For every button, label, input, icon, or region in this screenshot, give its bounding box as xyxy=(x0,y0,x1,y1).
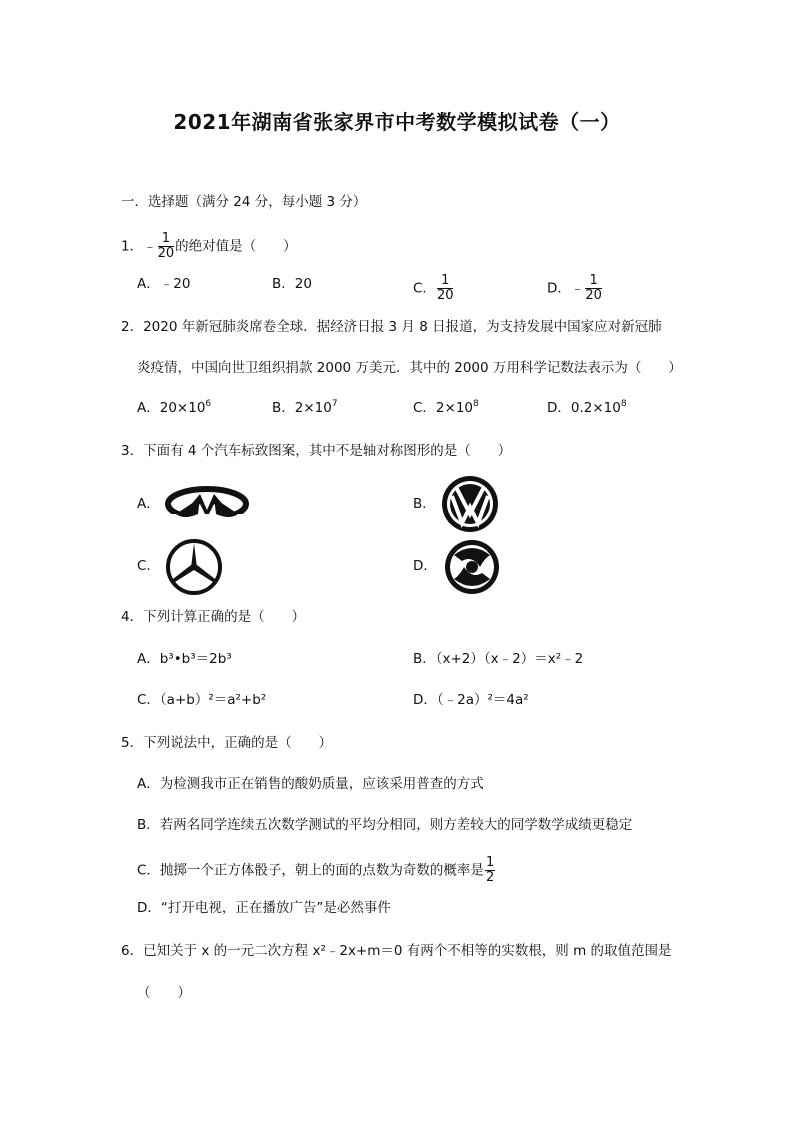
q4-option-b: B．（x+2）（x﹣2）＝x²﹣2 xyxy=(413,651,584,667)
q2-c-exp: 8 xyxy=(473,399,479,409)
q5-c-den: 2 xyxy=(485,870,495,885)
question-4-stem: 4．下列计算正确的是（ ） xyxy=(121,609,306,625)
q1-c-num: 1 xyxy=(437,274,454,289)
question-6-line-1: 6．已知关于 x 的一元二次方程 x²﹣2x+m＝0 有两个不相等的实数根，则 m 的取值范围是 xyxy=(121,943,672,959)
q5-option-d: D．“打开电视，正在播放广告”是必然事件 xyxy=(137,900,391,916)
q1-option-d xyxy=(547,274,603,303)
q2-c-base: C．2×10 xyxy=(413,400,474,416)
q5-c-num: 1 xyxy=(485,855,495,870)
mercedes-logo-icon xyxy=(162,537,226,597)
question-5-stem: 5．下列说法中，正确的是（ ） xyxy=(121,735,333,751)
q4-option-a: A．b³•b³＝2b³ xyxy=(137,651,232,667)
q5-c-text: C．抛掷一个正方体骰子，朝上的面的点数为奇数的概率是 xyxy=(137,862,484,879)
q1-suffix: 的绝对值是（ ） xyxy=(175,238,297,255)
q3-option-d-label: D． xyxy=(413,558,437,574)
q1-fraction xyxy=(158,232,175,261)
q2-option-b xyxy=(272,398,338,418)
q2-option-a xyxy=(137,398,211,418)
q5-option-c xyxy=(137,856,496,885)
q3-option-a-label: A． xyxy=(137,496,160,512)
q5-option-a: A．为检测我市正在销售的酸奶质量，应该采用普查的方式 xyxy=(137,776,484,792)
section-heading: 一．选择题（满分 24 分，每小题 3 分） xyxy=(121,194,367,210)
q2-b-exp: 7 xyxy=(331,399,338,409)
q1-d-fraction xyxy=(585,274,602,303)
q1-d-num: 1 xyxy=(585,274,602,289)
q1-c-fraction xyxy=(437,274,454,303)
question-6-line-2: （ ） xyxy=(137,985,191,1001)
q4-option-d: D．（﹣2a）²＝4a² xyxy=(413,692,529,708)
q2-d-exp: 8 xyxy=(620,399,627,409)
q4-option-c: C．（a+b）²＝a²+b² xyxy=(137,692,267,708)
q1-d-prefix: D．﹣ xyxy=(547,280,585,297)
volkswagen-logo-icon xyxy=(440,474,500,534)
q2-option-c xyxy=(413,398,479,418)
q2-b-base: B．2×10 xyxy=(272,400,332,416)
q2-a-exp: 6 xyxy=(205,399,212,409)
question-3-stem: 3．下面有 4 个汽车标致图案，其中不是轴对称图形的是（ ） xyxy=(121,443,512,459)
q1-c-den: 20 xyxy=(436,288,454,303)
dongfeng-logo-icon xyxy=(440,537,504,597)
page-title: 2021年湖南省张家界市中考数学模拟试卷（一） xyxy=(173,110,621,134)
q1-frac-den: 20 xyxy=(157,246,175,261)
q3-option-b-label: B． xyxy=(413,496,436,512)
q1-d-den: 20 xyxy=(585,288,602,303)
q1-c-prefix: C． xyxy=(413,280,436,297)
q5-c-fraction xyxy=(485,856,495,885)
q1-prefix: 1．﹣ xyxy=(121,238,157,255)
q1-frac-num: 1 xyxy=(158,232,175,247)
question-2-line-2: 炎疫情，中国向世卫组织捐款 2000 万美元．其中的 2000 万用科学记数法表示为（ ） xyxy=(137,360,682,376)
question-2-line-1: 2．2020 年新冠肺炎席卷全球．据经济日报 3 月 8 日报道，为支持发展中国家应对新冠肺 xyxy=(121,319,662,335)
q2-d-base: D．0.2×10 xyxy=(547,400,621,416)
q5-option-b: B．若两名同学连续五次数学测试的平均分相同，则方差较大的同学数学成绩更稳定 xyxy=(137,817,633,833)
q2-option-d xyxy=(547,398,627,418)
q1-option-a: A．﹣20 xyxy=(137,276,191,292)
q1-option-b: B．20 xyxy=(272,276,312,292)
q1-option-c xyxy=(413,274,454,303)
question-1-stem xyxy=(121,232,297,261)
q3-option-c-label: C． xyxy=(137,558,160,574)
q2-a-base: A．20×10 xyxy=(137,400,206,416)
infiniti-logo-icon xyxy=(164,484,250,524)
